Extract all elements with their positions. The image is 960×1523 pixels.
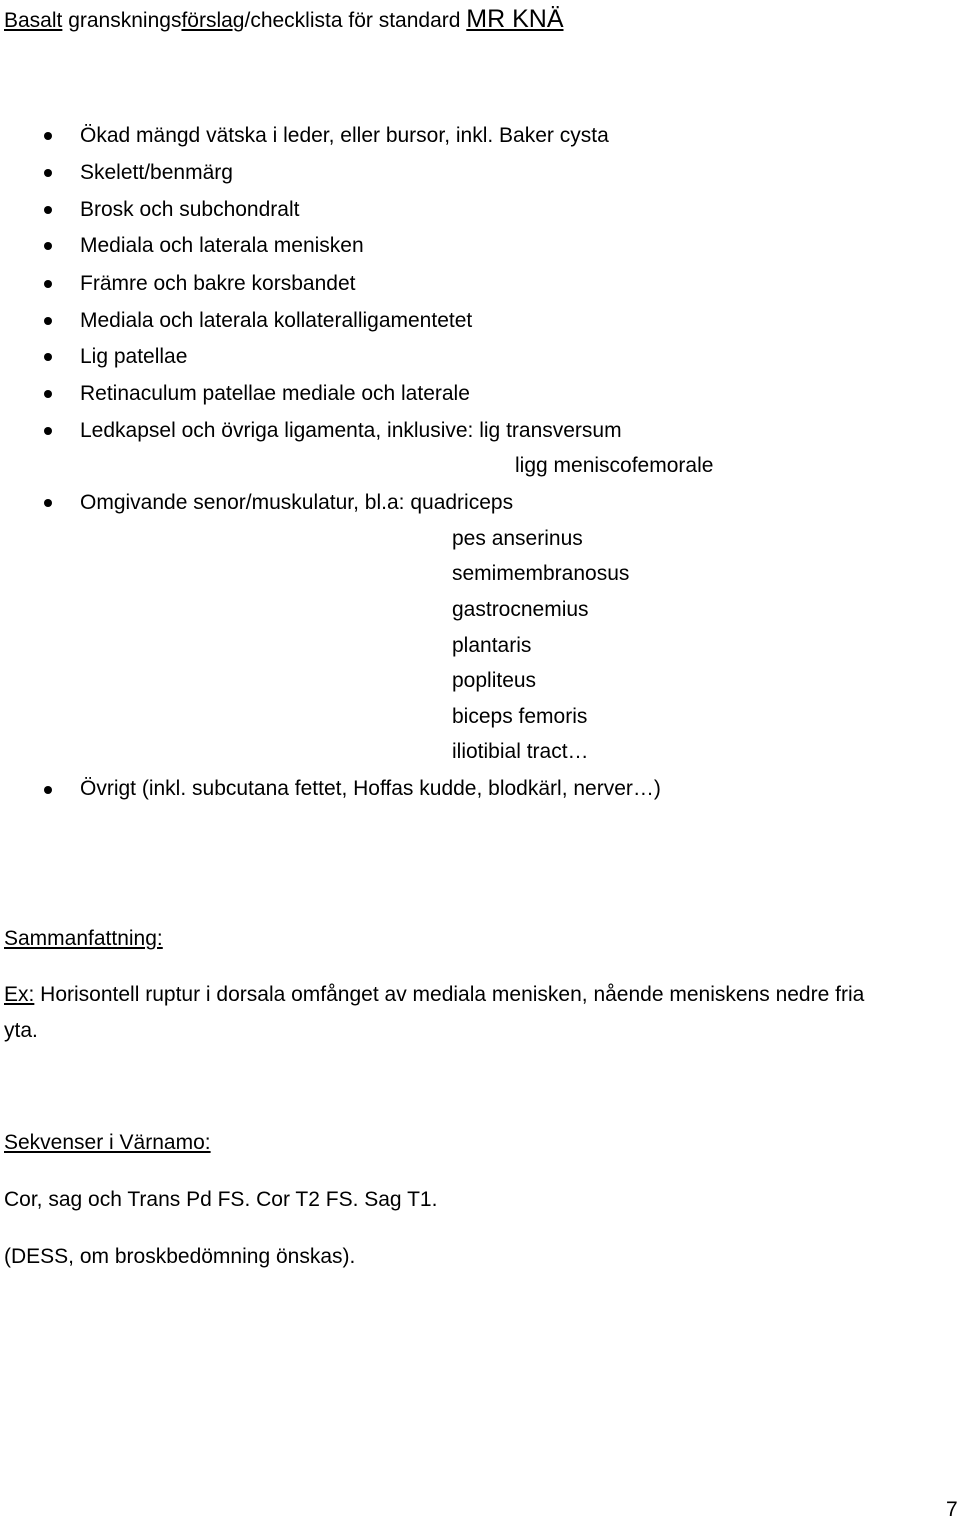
bullet-icon — [44, 280, 52, 288]
bullet-icon — [44, 206, 52, 214]
bullet-icon — [44, 390, 52, 398]
summary-heading: Sammanfattning: — [4, 927, 163, 950]
muscle-sub-item: popliteus — [452, 669, 537, 692]
example-text: Horisontell ruptur i dorsala omfånget av mediala menisken, nående meniskens nedre fria — [34, 983, 865, 1006]
title-word-basalt: Basalt — [4, 9, 63, 32]
muscle-sub-item: plantaris — [452, 634, 532, 657]
muscle-sub-item: gastrocnemius — [452, 598, 589, 621]
ligament-sub-item: ligg meniscofemorale — [515, 454, 714, 477]
list-item: Främre och bakre korsbandet — [80, 272, 356, 295]
muscle-sub-item: biceps femoris — [452, 705, 588, 728]
document-title — [4, 6, 564, 34]
list-item: Mediala och laterala menisken — [80, 234, 364, 257]
title-word-forslag: förslag — [181, 9, 245, 32]
bullet-icon — [44, 353, 52, 361]
list-item: Omgivande senor/muskulatur, bl.a: quadriceps — [80, 491, 514, 514]
summary-example — [4, 982, 864, 1008]
title-word-checklista: /checklista för standard — [244, 9, 467, 32]
list-item: Retinaculum patellae mediale och laterale — [80, 382, 470, 405]
page-number: 7 — [946, 1498, 958, 1521]
bullet-icon — [44, 242, 52, 250]
sequences-line-1: Cor, sag och Trans Pd FS. Cor T2 FS. Sag T1. — [4, 1188, 438, 1211]
bullet-icon — [44, 317, 52, 325]
bullet-icon — [44, 786, 52, 794]
title-word-mr-kna: MR KNÄ — [466, 5, 564, 33]
bullet-icon — [44, 132, 52, 140]
muscle-sub-item: iliotibial tract… — [452, 740, 589, 763]
muscle-sub-item: pes anserinus — [452, 527, 583, 550]
list-item: Ökad mängd vätska i leder, eller bursor, inkl. Baker cysta — [80, 124, 609, 147]
bullet-icon — [44, 499, 52, 507]
sequences-line-2: (DESS, om broskbedömning önskas). — [4, 1245, 356, 1268]
example-label: Ex: — [4, 983, 35, 1006]
muscle-sub-item: semimembranosus — [452, 562, 630, 585]
list-item: Ledkapsel och övriga ligamenta, inklusive: lig transversum — [80, 419, 622, 442]
title-word-gransknings: gransknings — [62, 9, 182, 32]
bullet-icon — [44, 169, 52, 177]
list-item: Övrigt (inkl. subcutana fettet, Hoffas kudde, blodkärl, nerver…) — [80, 777, 661, 800]
list-item: Mediala och laterala kollateralligamentetet — [80, 309, 473, 332]
list-item: Skelett/benmärg — [80, 161, 233, 184]
bullet-icon — [44, 427, 52, 435]
summary-example-continuation: yta. — [4, 1019, 38, 1042]
list-item: Lig patellae — [80, 345, 188, 368]
sequences-heading: Sekvenser i Värnamo: — [4, 1131, 211, 1154]
list-item: Brosk och subchondralt — [80, 198, 300, 221]
